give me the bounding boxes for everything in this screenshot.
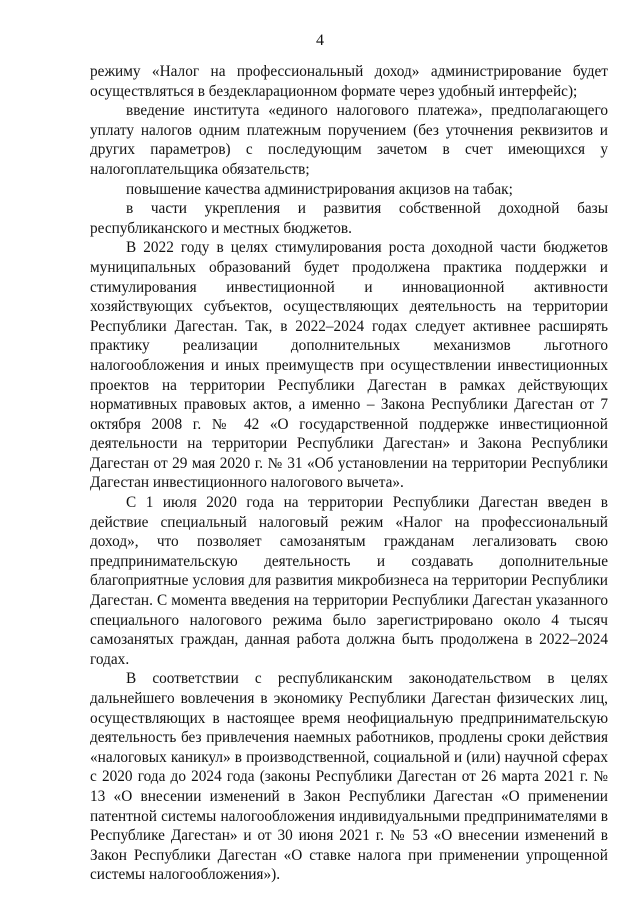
paragraph-tax-holidays: В соответствии с республиканским законодательством в целях дальнейшего вовлечения в экономику Республики Дагестан физических лиц, осуществляющих в настоящее время неофициальную предпринимательскую деятельность без привлечения наемных работников, продлены сроки действия «налоговых каникул» в производственной, социальной и (или) научной сферах с 2020 года до 2024 года (законы Республики Дагестан от 26 марта 2021 г. № 13 «О внесении изменений в Закон Республики Дагестан «О применении патентной системы налогообложения индивидуальными предпринимателями в Республике Дагестан» и от 30 июня 2021 г. № 53 «О внесении изменений в Закон Республики Дагестан «О ставке налога при применении упрощенной системы налогообложения»). [90, 670, 608, 884]
paragraph-excise: повышение качества администрирования акцизов на табак; [126, 180, 513, 198]
paragraph-revenue-base: в части укрепления и развития собственной доходной базы республиканского и местных бюджетов. [90, 200, 608, 237]
paragraph-continuation: режиму «Налог на профессиональный доход» администрирование будет осуществляться в бездекларационном формате через удобный интерфейс); [90, 63, 608, 100]
paragraph-investment-support: В 2022 году в целях стимулирования роста доходной части бюджетов муниципальных образований будет продолжена практика поддержки и стимулирования инвестиционной и инновационной активности хозяйствующих субъектов, осуществляющих деятельность на территории Республики Дагестан. Так, в 2022–2024 годах следует активнее расширять практику реализации дополнительных механизмов льготного налогообложения и иных преимуществ при осуществлении инвестиционных проектов на территории Республики Дагестан в рамках действующих нормативных правовых актов, а именно – Закона Республики Дагестан от 7 октября 2008 г. № 42 «О государственной поддержке инвестиционной деятельности на территории Республики Дагестан» и Закона Республики Дагестан от 29 мая 2020 г. № 31 «Об установлении на территории Республики Дагестан инвестиционного налогового вычета». [90, 239, 608, 492]
paragraph-single-payment: введение института «единого налогового платежа», предполагающего уплату налогов одним платежным поручением (без уточнения реквизитов и других параметров) с последующим зачетом в счет имеющихся у налогоплательщика обязательств; [90, 102, 608, 178]
paragraph-self-employed: С 1 июля 2020 года на территории Республики Дагестан введен в действие специальный налоговый режим «Налог на профессиональный доход», что позволяет самозанятым гражданам легализовать свою предпринимательскую деятельность и создавать дополнительные благоприятные условия для развития микробизнеса на территории Республики Дагестан. С момента введения на территории Республики Дагестан указанного специального налогового режима было зарегистрировано около 4 тысяч самозанятых граждан, данная работа должна быть продолжена в 2022–2024 годах. [90, 494, 608, 668]
page-number: 4 [316, 32, 324, 49]
document-body [90, 62, 608, 885]
